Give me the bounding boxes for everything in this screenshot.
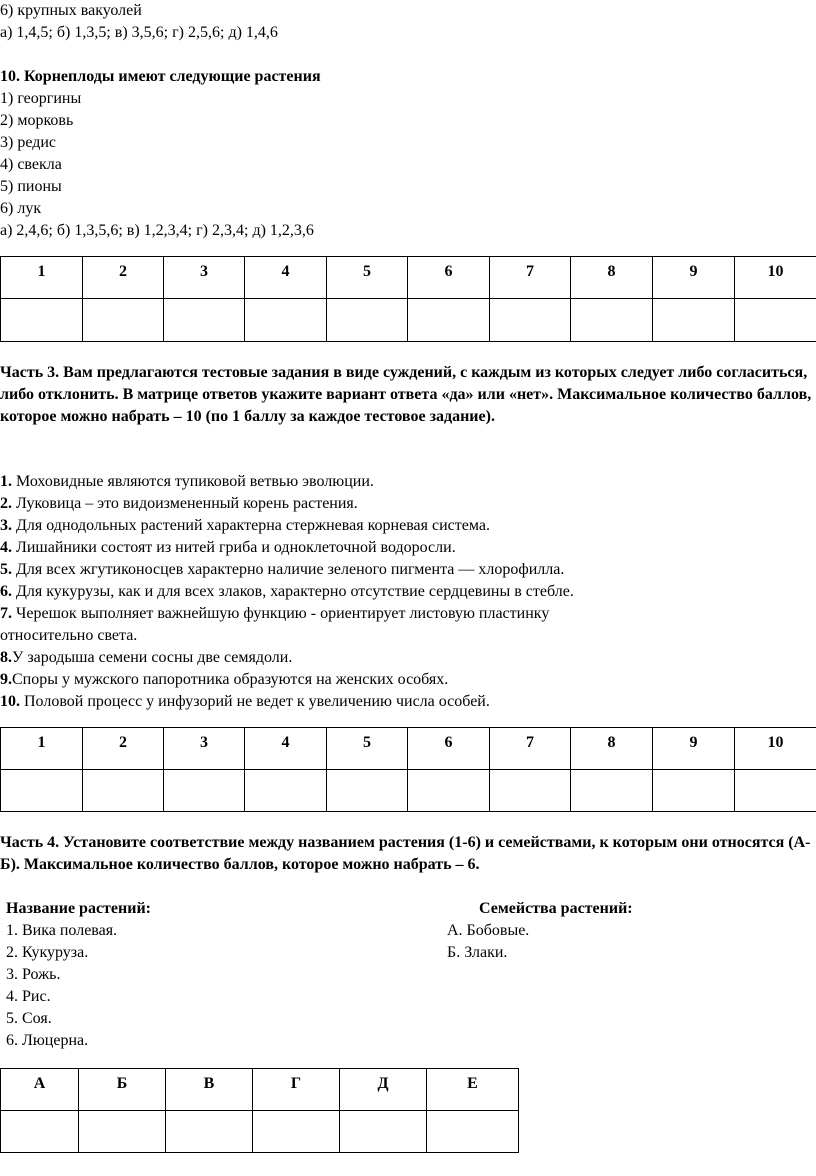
matrix-header-cell: 1 [1, 728, 83, 770]
q10-option: 2) морковь [0, 112, 74, 129]
plant-item: 1. Вика полевая. [6, 922, 118, 939]
matrix-header-cell: 8 [571, 728, 653, 770]
answer-matrix-part4 [0, 1068, 519, 1153]
matrix-header-cell: 2 [83, 728, 164, 770]
q10-option: 4) свекла [0, 156, 62, 173]
statement-item: 7. Черешок выполняет важнейшую функцию - ориентирует листовую пластинку [0, 605, 550, 622]
matrix-answer-cell[interactable] [427, 1111, 519, 1153]
matrix-header-cell: 9 [653, 257, 735, 299]
matrix-header-cell: 1 [1, 257, 83, 299]
matrix-header-cell: 4 [245, 257, 327, 299]
matrix-header-cell: 9 [653, 728, 735, 770]
statement-item-continued: относительно света. [0, 627, 138, 644]
matrix-answer-cell[interactable] [327, 770, 408, 812]
matrix-header-cell: А [1, 1069, 79, 1111]
plant-item: 4. Рис. [6, 988, 51, 1005]
statement-item: 6. Для кукурузы, как и для всех злаков, характерно отсутствие сердцевины в стебле. [0, 583, 574, 600]
matrix-answer-cell[interactable] [653, 299, 735, 342]
statement-item: 1. Моховидные являются тупиковой ветвью эволюции. [0, 473, 374, 490]
matrix-header-cell: Г [253, 1069, 340, 1111]
matrix-answer-cell[interactable] [735, 299, 816, 342]
matrix-answer-cell[interactable] [735, 770, 816, 812]
matrix-header-cell: 7 [490, 257, 571, 299]
plants-heading: Название растений: [6, 900, 151, 917]
statement-item: 10. Половой процесс у инфузорий не ведет к увеличению числа особей. [0, 693, 490, 710]
matrix-header-cell: 6 [408, 257, 490, 299]
matrix-header-cell: 4 [245, 728, 327, 770]
matrix-answer-cell[interactable] [653, 770, 735, 812]
matrix-header-cell: 5 [327, 728, 408, 770]
matrix-header-cell: Е [427, 1069, 519, 1111]
matrix-answer-cell[interactable] [1, 770, 83, 812]
matrix-header-cell: 5 [327, 257, 408, 299]
statement-item: 8.У зародыша семени сосны две семядоли. [0, 649, 293, 666]
matrix-answer-cell[interactable] [340, 1111, 427, 1153]
matrix-answer-cell[interactable] [245, 299, 327, 342]
answers-line-q9: а) 1,4,5; б) 1,3,5; в) 3,5,6; г) 2,5,6; д) 1,4,6 [0, 24, 278, 41]
matrix-header-cell: 8 [571, 257, 653, 299]
matrix-answer-cell[interactable] [1, 299, 83, 342]
family-item: А. Бобовые. [447, 922, 530, 939]
matrix-header-cell: В [166, 1069, 253, 1111]
statement-item: 4. Лишайники состоят из нитей гриба и одноклеточной водоросли. [0, 539, 456, 556]
families-heading: Семейства растений: [479, 900, 633, 917]
plant-item: 3. Рожь. [6, 966, 61, 983]
matrix-answer-cell[interactable] [490, 299, 571, 342]
family-item: Б. Злаки. [447, 944, 508, 961]
option-line-6: 6) крупных вакуолей [0, 2, 142, 19]
matrix-answer-cell[interactable] [79, 1111, 166, 1153]
matrix-header-cell: 2 [83, 257, 164, 299]
part-4-intro: Часть 4. Установите соответствие между названием растения (1-6) и семействами, к которым они относятся (А-Б). Максимальное количество баллов, которое можно набрать – 6. [0, 834, 811, 873]
statement-item: 5. Для всех жгутиконосцев характерно наличие зеленого пигмента — хлорофилла. [0, 561, 565, 578]
plant-item: 5. Соя. [6, 1010, 52, 1027]
matrix-answer-cell[interactable] [327, 299, 408, 342]
matrix-header-cell: 3 [164, 728, 245, 770]
matrix-header-cell: 10 [735, 257, 816, 299]
matrix-header-cell: Д [340, 1069, 427, 1111]
q10-option: 5) пионы [0, 178, 62, 195]
answer-matrix-part3 [0, 727, 816, 812]
matrix-header-cell: 3 [164, 257, 245, 299]
matrix-answer-cell[interactable] [571, 299, 653, 342]
part-3-intro: Часть 3. Вам предлагаются тестовые задания в виде суждений, с каждым из которых следует либо согласиться, либо отклонить. В матрице ответов укажите вариант ответа «да» или «нет». Максимальное количество баллов, которое можно набрать – 10 (по 1 баллу за каждое тестовое задание). [0, 364, 812, 425]
matrix-answer-cell[interactable] [253, 1111, 340, 1153]
matrix-answer-cell[interactable] [408, 299, 490, 342]
answer-matrix-part2 [0, 256, 816, 342]
matrix-answer-cell[interactable] [408, 770, 490, 812]
matrix-answer-cell[interactable] [164, 299, 245, 342]
plant-item: 2. Кукуруза. [6, 944, 89, 961]
matrix-answer-cell[interactable] [490, 770, 571, 812]
plant-item: 6. Люцерна. [6, 1032, 89, 1049]
matrix-answer-cell[interactable] [166, 1111, 253, 1153]
matrix-header-cell: 7 [490, 728, 571, 770]
matrix-answer-cell[interactable] [571, 770, 653, 812]
q10-option: 1) георгины [0, 90, 82, 107]
q10-answers: а) 2,4,6; б) 1,3,5,6; в) 1,2,3,4; г) 2,3,4; д) 1,2,3,6 [0, 222, 314, 239]
matrix-answer-cell[interactable] [83, 299, 164, 342]
matrix-answer-cell[interactable] [83, 770, 164, 812]
matrix-header-cell: 10 [735, 728, 816, 770]
matrix-header-cell: 6 [408, 728, 490, 770]
statement-item: 3. Для однодольных растений характерна стержневая корневая система. [0, 517, 490, 534]
statement-item: 9.Споры у мужского папоротника образуются на женских особях. [0, 671, 449, 688]
statement-item: 2. Луковица – это видоизмененный корень растения. [0, 495, 358, 512]
matrix-header-cell: Б [79, 1069, 166, 1111]
q10-option: 6) лук [0, 200, 42, 217]
q10-option: 3) редис [0, 134, 57, 151]
matrix-answer-cell[interactable] [1, 1111, 79, 1153]
matrix-answer-cell[interactable] [245, 770, 327, 812]
matrix-answer-cell[interactable] [164, 770, 245, 812]
question-10-title: 10. Корнеплоды имеют следующие растения [0, 68, 321, 85]
